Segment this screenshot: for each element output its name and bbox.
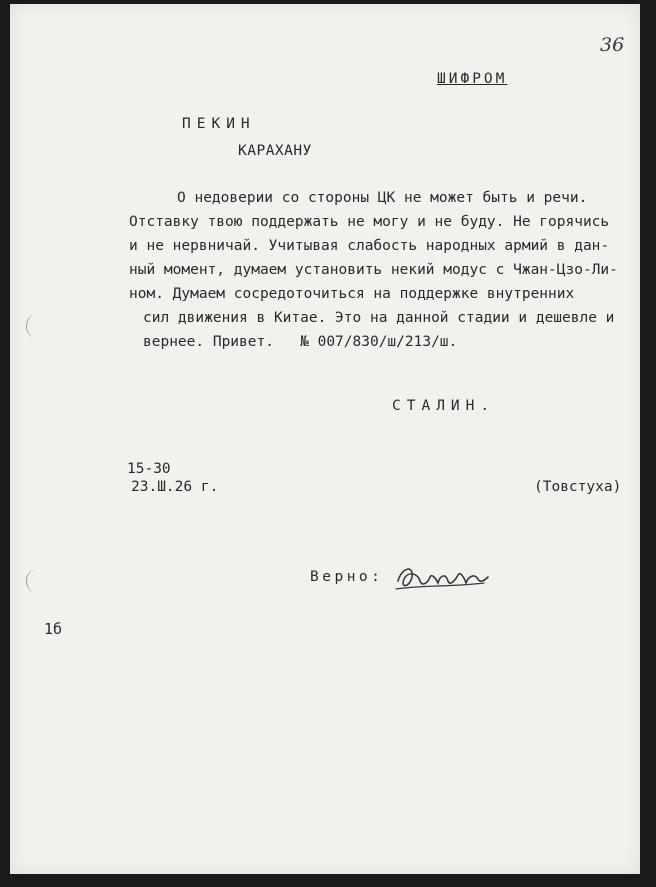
body-line: сил движения в Китае. Это на данной стадии и дешевле и [143,310,615,326]
page-number: 36 [600,34,625,56]
body-line: Отставку твою поддержать не могу и не буду. Не горячись [129,214,610,230]
body-line: ном. Думаем сосредоточиться на поддержке внутренних [129,286,575,302]
dispatch-time: 15-30 [127,461,171,477]
body-line: вернее. Привет. № 007/830/ш/213/ш. [143,334,458,350]
body-line: и не нервничай. Учитывая слабость народных армий в дан- [129,238,610,254]
recipient-city: ПЕКИН [182,116,256,132]
sheet-number: 1б [44,620,63,638]
cipher-header: ШИФРОМ [437,71,508,87]
body-line: О недоверии со стороны ЦК не может быть и речи. [177,190,588,206]
copy-note: (Товстуха) [534,479,622,495]
signature-stalin: СТАЛИН. [392,398,496,414]
body-line: ный момент, думаем установить некий модус с Чжан-Цзо-Ли- [129,262,618,278]
verification-label: Верно: [310,569,384,585]
handwritten-signature [392,559,492,595]
document-page [10,4,640,874]
punch-hole-mark [26,569,47,593]
dispatch-date: 23.Ш.26 г. [131,479,219,495]
recipient-name: КАРАХАНУ [238,143,312,159]
punch-hole-mark [26,314,47,338]
